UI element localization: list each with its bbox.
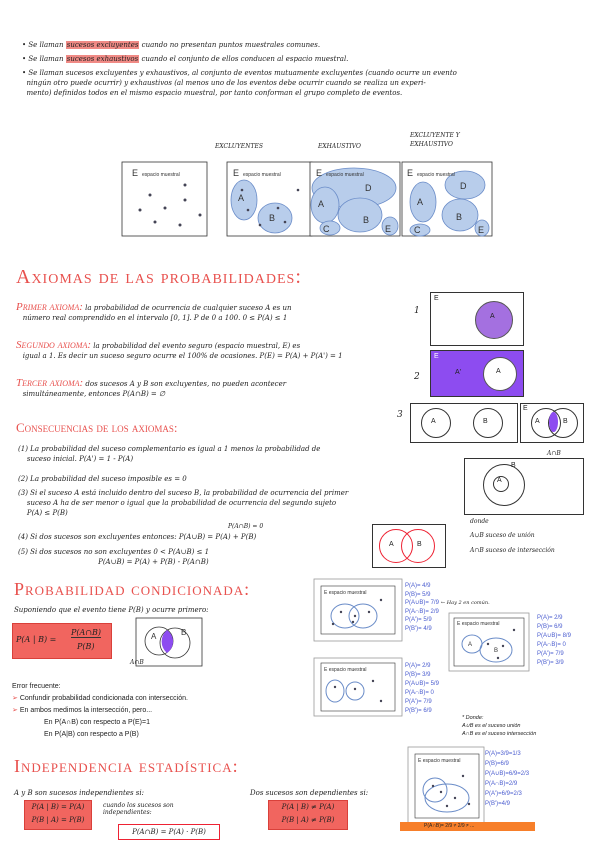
consequence-3: (3) Si el suceso A está incluido dentro del suceso B, la probabilidad de ocurrencia del primer suceso A ha de ser menor o igual que la probabilidad de ocurrencia del segundo sujeto P(A) ≤ P(B) (18, 489, 349, 517)
svg-text:E espacio muestral: E espacio muestral (418, 758, 461, 764)
independence-product: P(A∩B) = P(A) · P(B) (118, 824, 220, 840)
conditional-ab-label: A∩B (130, 659, 144, 666)
label-exhaustivo: EXHAUSTIVO (318, 143, 361, 150)
error-2: En ambos medimos la intersección, pero... (19, 707, 153, 714)
svg-text:C: C (414, 225, 421, 235)
label-excl-exh-2: EXHAUSTIVO (410, 141, 453, 148)
independence-values: P(A)=3/9=1/3 P(B)=6/9 P(A∪B)=6/9=2/3 P(A∩B)=2/9 P(A')=6/9=2/3 P(B')=4/9 (485, 751, 530, 807)
example-panel-3 (313, 657, 403, 719)
svg-text:C: C (323, 224, 330, 234)
error-3: En P(A∩B) con respecto a P(E)=1 (44, 719, 150, 726)
error-4: En P(A|B) con respecto a P(B) (44, 731, 139, 738)
conditional-formula: P(A | B) = P(A∩B) P(B) (12, 623, 112, 659)
conditional-notes: * Donde: A∪B es el suceso unión A∩B es el suceso intersección (462, 715, 537, 737)
svg-text:D: D (365, 183, 372, 193)
intersection-note: ← Hay 2 en común. (441, 600, 490, 606)
panel-exhaustivo (310, 162, 400, 236)
intro-bullet-2: • Se llaman sucesos exhaustivos cuando el conjunto de ellos conducen al espacio muestral. (22, 55, 349, 63)
dependence-formulas: P(A | B) ≠ P(A) P(B | A) ≠ P(B) (268, 800, 348, 830)
example-panel-1 (313, 578, 403, 644)
axiom-3-ab-label: A∩B (547, 450, 561, 457)
svg-text:espacio muestral: espacio muestral (326, 172, 364, 178)
consequence-2: (2) La probabilidad del suceso imposible es = 0 (18, 475, 187, 483)
example-values-2: P(A)= 2/9 P(B)= 6/9 P(A∪B)= 8/9 P(A∩B)= 0 P(A')= 7/9 P(B')= 3/9 (537, 615, 571, 666)
highlight-excluyentes: sucesos excluyentes (66, 41, 139, 49)
svg-text:B: B (456, 212, 463, 222)
independence-when: cuando los sucesos son independientes: (103, 802, 174, 816)
svg-text:A: A (417, 197, 424, 207)
svg-text:E espacio muestral: E espacio muestral (324, 667, 367, 673)
error-title: Error frecuente: (12, 683, 61, 690)
example-values-3: P(A)= 2/9 P(B)= 3/9 P(A∪B)= 5/9 P(A∩B)= 0 P(A')= 7/9 P(B')= 6/9 (405, 663, 439, 714)
independence-formulas: P(A | B) = P(A) P(B | A) = P(B) (24, 800, 92, 830)
axiom-3-diagram: A B (410, 403, 518, 443)
consequence-1: (1) La probabilidad del suceso complementario es igual a 1 menos la probabilidad de suceso inicial. P(A') = 1 - P(A) (18, 445, 321, 463)
consequences-title: Consecuencias de los axiomas: (16, 420, 178, 435)
axiom-1-diagram: E A (430, 292, 524, 346)
label-excl-exh-1: EXCLUYENTE Y (410, 132, 460, 139)
top-diagrams (120, 160, 495, 240)
axiom-num-1: 1 (414, 306, 420, 316)
panel-excluyentes (227, 162, 312, 236)
independence-bottom-bar: P(A∩B)= 2/9 ≠ 2/9 ≠ ... (400, 822, 535, 831)
svg-text:E: E (316, 168, 323, 178)
label-excluyentes: EXCLUYENTES (215, 143, 263, 150)
svg-text:E espacio muestral: E espacio muestral (457, 621, 500, 627)
inclusion-diagram: A B (464, 458, 584, 515)
svg-text:E: E (478, 225, 485, 235)
svg-text:espacio muestral: espacio muestral (142, 172, 180, 178)
svg-text:E espacio muestral: E espacio muestral (324, 590, 367, 596)
panel-excl-exh (402, 162, 492, 236)
svg-text:A: A (238, 193, 245, 203)
svg-text:B: B (363, 215, 370, 225)
intro-bullet-3: • Se llaman sucesos excluyentes y exhaustivos, al conjunto de eventos mutuamente excluyentes (cuando ocurre un evento ningún otro puede ocurrir) y exhaustivos (al menos uno de los eventos debe ocurrir cuando se realiza un experi- mento) definidos todos en el mismo espacio muestral, por tanto conforman el grupo completo de eventos. (22, 69, 457, 97)
axiom-2-diagram: E A' A (430, 350, 524, 397)
axiom-3-intersect-diagram: E A B (520, 403, 584, 443)
svg-text:E: E (407, 168, 414, 178)
svg-text:E: E (132, 168, 139, 178)
axiom-2: Segundo axioma: la probabilidad del evento seguro (espacio muestral, E) es igual a 1. Es decir un suceso seguro ocurre el 100% de ocasiones. P(E) = P(A) + P(A') = 1 (16, 339, 343, 360)
svg-text:E: E (233, 168, 240, 178)
independence-panel (407, 746, 487, 830)
conditional-title: Probabilidad condicionada: (14, 579, 251, 599)
dependence-text: Dos sucesos son dependientes si: (250, 789, 369, 797)
conditional-venn (135, 617, 205, 672)
svg-text:E: E (385, 224, 392, 234)
consequence-5: (5) Si dos sucesos no son excluyentes 0 < P(A∪B) ≤ 1 P(A∪B) = P(A) + P(B) - P(A∩B) (18, 548, 210, 566)
svg-text:espacio muestral: espacio muestral (243, 172, 281, 178)
svg-text:A: A (468, 642, 473, 648)
error-1: Confundir probabilidad condicionada con intersección. (19, 695, 188, 702)
intro-bullet-1: • Se llaman sucesos excluyentes cuando no presentan puntos muestrales comunes. (22, 41, 321, 49)
svg-text:B: B (269, 213, 276, 223)
independence-text: A y B son sucesos independientes si: (14, 789, 144, 797)
axiom-num-3: 3 (397, 410, 403, 420)
consequence-4: (4) Si dos sucesos son excluyentes entonces: P(A∪B) = P(A) + P(B) (18, 533, 257, 541)
svg-text:espacio muestral: espacio muestral (417, 172, 455, 178)
union-diagram: A B (372, 524, 446, 568)
example-values-1: P(A)= 4/9 P(B)= 5/9 P(A∪B)= 7/9 P(A∩B)= 2/9 P(A')= 5/9 P(B')= 4/9 (405, 583, 439, 632)
independence-title: Independencia estadística: (14, 756, 239, 776)
svg-text:A: A (318, 199, 325, 209)
svg-text:D: D (460, 181, 467, 191)
donde-label: donde (470, 518, 489, 525)
highlight-exhaustivos: sucesos exhaustivos (66, 55, 139, 63)
svg-text:B: B (494, 648, 499, 654)
axiom-num-2: 2 (414, 372, 420, 382)
conditional-suppose: Suponiendo que el evento tiene P(B) y ocurre primero: (14, 606, 209, 614)
frequent-error: Error frecuente: ➢ Confundir probabilidad condicionada con intersección. ➢ En ambos medimos la intersección, pero... En P(A∩B) con respecto a P(E)=1 En P(A|B) con respecto a P(B) (12, 681, 232, 741)
consequence-4-eq: P(A∩B) = 0 (228, 523, 264, 530)
axiom-3: Tercer axioma: dos sucesos A y B son excluyentes, no pueden acontecer simultáneamente, entonces P(A∩B) = ∅ (16, 377, 287, 398)
axioms-title: Axiomas de las probabilidades: (16, 266, 302, 288)
axiom-1: Primer axioma: la probabilidad de ocurrencia de cualquier suceso A es un número real comprendido en el intervalo [0, 1]. P de 0 a 100. 0 ≤ P(A) ≤ 1 (16, 301, 292, 322)
example-panel-2 (448, 612, 530, 674)
svg-text:B: B (181, 628, 187, 637)
intersection-label: A∩B suceso de intersección (470, 547, 555, 554)
union-label: A∪B suceso de unión (470, 532, 535, 539)
panel-dots (122, 162, 207, 236)
svg-text:A: A (151, 632, 157, 641)
